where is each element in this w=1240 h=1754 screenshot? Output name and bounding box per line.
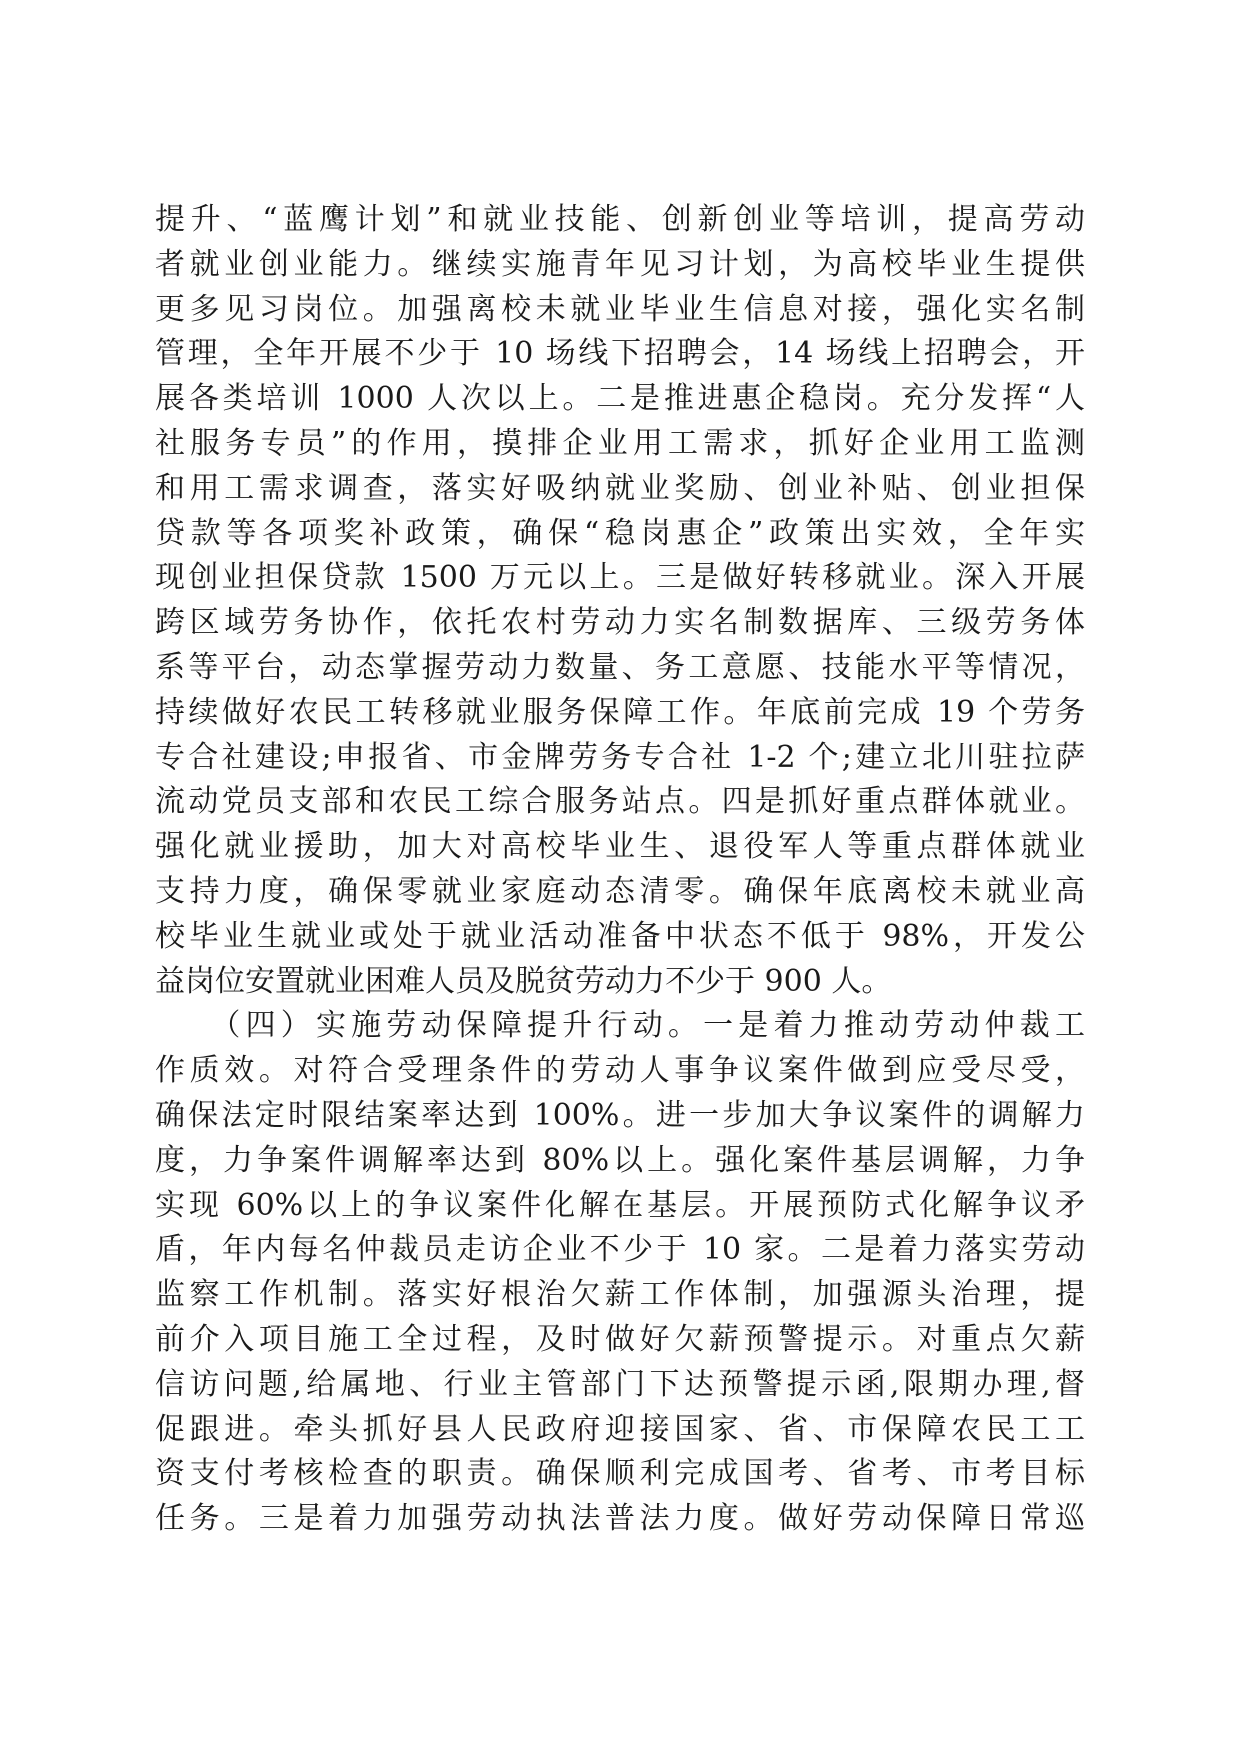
text-line: 强化就业援助，加大对高校毕业生、退役军人等重点群体就业 bbox=[155, 829, 1085, 865]
text-line: 系等平台，动态掌握劳动力数量、务工意愿、技能水平等情况， bbox=[155, 649, 1085, 685]
text-line: 促跟进。牵头抓好县人民政府迎接国家、省、市保障农民工工 bbox=[155, 1411, 1085, 1447]
text-line: 现创业担保贷款 1500 万元以上。三是做好转移就业。深入开展 bbox=[155, 560, 1085, 596]
text-line: 作质效。对符合受理条件的劳动人事争议案件做到应受尽受， bbox=[155, 1053, 1085, 1089]
text-line: 度，力争案件调解率达到 80%以上。强化案件基层调解，力争 bbox=[155, 1142, 1085, 1178]
text-line: 流动党员支部和农民工综合服务站点。四是抓好重点群体就业。 bbox=[155, 784, 1085, 820]
text-line: 监察工作机制。落实好根治欠薪工作体制，加强源头治理，提 bbox=[155, 1277, 1085, 1313]
text-line: 资支付考核检查的职责。确保顺利完成国考、省考、市考目标 bbox=[155, 1456, 1085, 1492]
section-heading-line: （四）实施劳动保障提升行动。一是着力推动劳动仲裁工 bbox=[155, 1008, 1085, 1044]
text-line: 确保法定时限结案率达到 100%。进一步加大争议案件的调解力 bbox=[155, 1097, 1085, 1133]
text-line: 跨区域劳务协作，依托农村劳动力实名制数据库、三级劳务体 bbox=[155, 605, 1085, 641]
text-line: 支持力度，确保零就业家庭动态清零。确保年底离校未就业高 bbox=[155, 873, 1085, 909]
text-line: 展各类培训 1000 人次以上。二是推进惠企稳岗。充分发挥“人 bbox=[155, 381, 1085, 417]
text-line: 前介入项目施工全过程，及时做好欠薪预警提示。对重点欠薪 bbox=[155, 1321, 1085, 1357]
text-line: 专合社建设;申报省、市金牌劳务专合社 1-2 个;建立北川驻拉萨 bbox=[155, 739, 1085, 775]
text-line: 盾，年内每名仲裁员走访企业不少于 10 家。二是着力落实劳动 bbox=[155, 1232, 1085, 1268]
text-line: 信访问题,给属地、行业主管部门下达预警提示函,限期办理,督 bbox=[155, 1366, 1085, 1402]
text-line: 提升、“蓝鹰计划”和就业技能、创新创业等培训，提高劳动 bbox=[155, 202, 1085, 237]
text-line: 管理，全年开展不少于 10 场线下招聘会，14 场线上招聘会，开 bbox=[155, 336, 1085, 372]
text-line: 更多见习岗位。加强离校未就业毕业生信息对接，强化实名制 bbox=[155, 291, 1085, 327]
paragraph-end-line: 益岗位安置就业困难人员及脱贫劳动力不少于 900 人。 bbox=[155, 963, 892, 999]
text-line: 实现 60%以上的争议案件化解在基层。开展预防式化解争议矛 bbox=[155, 1187, 1085, 1223]
document-body bbox=[155, 198, 1085, 1542]
text-line: 和用工需求调查，落实好吸纳就业奖励、创业补贴、创业担保 bbox=[155, 470, 1085, 506]
text-line: 持续做好农民工转移就业服务保障工作。年底前完成 19 个劳务 bbox=[155, 694, 1085, 730]
text-line: 校毕业生就业或处于就业活动准备中状态不低于 98%，开发公 bbox=[155, 918, 1085, 954]
text-line: 贷款等各项奖补政策，确保“稳岗惠企”政策出实效，全年实 bbox=[155, 515, 1085, 551]
text-line: 社服务专员”的作用，摸排企业用工需求，抓好企业用工监测 bbox=[155, 425, 1085, 461]
text-line: 任务。三是着力加强劳动执法普法力度。做好劳动保障日常巡 bbox=[155, 1501, 1085, 1537]
text-line: 者就业创业能力。继续实施青年见习计划，为高校毕业生提供 bbox=[155, 246, 1085, 282]
